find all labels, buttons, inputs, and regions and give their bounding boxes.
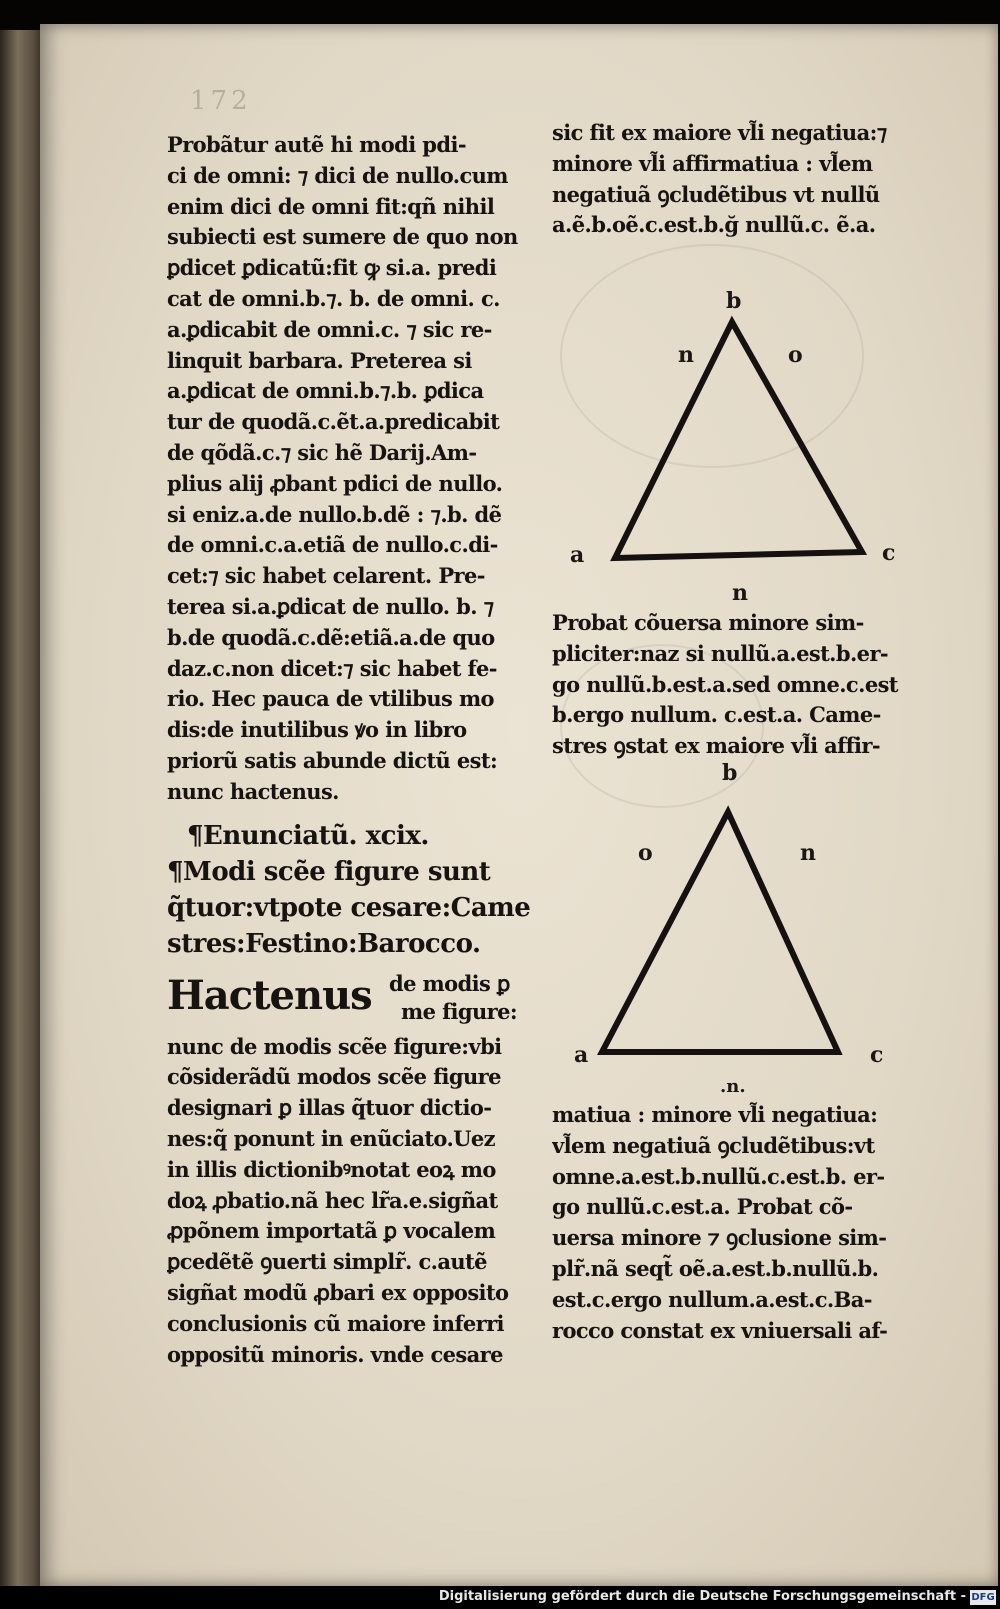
text-line: vl̃em negatiuã ꝯcludẽtibus:vt xyxy=(552,1132,875,1158)
text-line: me figure: xyxy=(401,998,518,1024)
text-line: est.c.ergo nullum.a.est.c.Ba- xyxy=(552,1286,872,1312)
text-line: subiecti est sumere de quo non xyxy=(167,224,518,250)
vertex-label-bottom-left: a xyxy=(570,542,585,568)
initial-block xyxy=(167,970,527,1032)
paragraph-1 xyxy=(167,130,527,808)
book-cover-edge xyxy=(0,30,44,1586)
vertex-label-top: b xyxy=(722,760,738,786)
text-line: priorũ satis abunde dictũ est: xyxy=(167,747,498,773)
text-line: nunc hactenus. xyxy=(167,778,339,804)
right-column-middle xyxy=(552,608,912,762)
text-line: plius alij ꝓbant pdici de nullo. xyxy=(167,470,503,496)
side-label-left: o xyxy=(638,840,653,866)
text-line: ꝓpõnem importatã ꝑ vocalem xyxy=(167,1218,496,1244)
text-line: sigñat modũ ꝓbari ex opposito xyxy=(167,1279,509,1305)
folio-number: 172 xyxy=(190,86,252,116)
text-line: a.ꝑdicabit de omni.c. ⁊ sic re- xyxy=(167,316,492,342)
dfg-logo: DFG xyxy=(971,1592,995,1603)
section-heading: ¶Enunciatũ. xcix. xyxy=(187,820,429,851)
text-line: uersa minore ⁊ ꝯclusione sim- xyxy=(552,1225,887,1251)
text-line: matiua : minore vl̃i negatiua: xyxy=(552,1102,878,1127)
text-line: nes:q̃ ponunt in enũciato.Uez xyxy=(167,1125,495,1151)
text-line: linquit barbara. Preterea si xyxy=(167,347,472,373)
right-column-bottom xyxy=(552,1100,912,1346)
text-line: b.de quodã.c.dẽ:etiã.a.de quo xyxy=(167,624,495,650)
right-column-top xyxy=(552,118,912,241)
text-line: dis:de inutilibus ꝟo in libro xyxy=(167,717,467,743)
text-line: a.ẽ.b.oẽ.c.est.b.ğ nullũ.c. ẽ.a. xyxy=(552,212,876,238)
text-line: pliciter:naz si nullũ.a.est.b.er- xyxy=(552,640,889,666)
text-line: designari ꝑ illas q̃tuor dictio- xyxy=(167,1095,492,1121)
vertex-label-bottom-right: c xyxy=(882,540,896,566)
text-line: sic fit ex maiore vl̃i negatiua:⁊ xyxy=(552,120,887,145)
text-line: de modis ꝑ xyxy=(389,970,510,996)
text-line: go nullũ.b.est.a.sed omne.c.est xyxy=(552,671,898,697)
initial-side-text xyxy=(389,970,517,1026)
text-line: go nullũ.c.est.a. Probat cõ- xyxy=(552,1194,853,1220)
side-label-right: o xyxy=(788,342,803,368)
text-line: nunc de modis scẽe figure:vbi xyxy=(167,1033,502,1059)
text-line: Probat cõuersa minore sim- xyxy=(552,610,864,635)
text-line: oppositũ minoris. vnde cesare xyxy=(167,1341,503,1367)
text-line: omne.a.est.b.nullũ.c.est.b. er- xyxy=(552,1163,885,1189)
text-line: plr̃.nã seqt̃ oẽ.a.est.b.nullũ.b. xyxy=(552,1255,879,1281)
text-line: a.ꝑdicat de omni.b.⁊.b. ꝑdica xyxy=(167,378,484,404)
text-line: cõsiderãdũ modos scẽe figure xyxy=(167,1064,501,1090)
text-line: si eniz.a.de nullo.b.dẽ : ⁊.b. dẽ xyxy=(167,501,502,527)
text-line: de omni.c.a.etiã de nullo.c.di- xyxy=(167,532,498,558)
funding-credit: Digitalisierung gefördert durch die Deutsche Forschungsgemeinschaft - xyxy=(438,1589,966,1604)
text-line: cet:⁊ sic habet celarent. Pre- xyxy=(167,563,485,589)
text-line: in illis dictionibꝰnotat eoꝝ mo xyxy=(167,1156,496,1182)
triangle-1-svg xyxy=(560,290,920,610)
paragraph-2 xyxy=(167,1032,527,1371)
syllogism-triangle-figure-2 xyxy=(560,760,920,1100)
text-line: doꝝ ꝓbatio.nã hec lr̃a.e.sigñat xyxy=(167,1187,498,1213)
left-column xyxy=(167,130,531,1370)
side-label-bottom: .n. xyxy=(720,1076,746,1097)
syllogism-triangle-figure-1 xyxy=(560,290,920,610)
triangle-1-shape xyxy=(615,322,862,558)
text-line: enim dici de omni fit:qñ nihil xyxy=(167,193,495,219)
vertex-label-top: b xyxy=(726,288,742,314)
text-line: stres ꝯstat ex maiore vl̃i affir- xyxy=(552,733,880,759)
text-line: terea si.a.ꝑdicat de nullo. b. ⁊ xyxy=(167,593,494,619)
text-line: cat de omni.b.⁊. b. de omni. c. xyxy=(167,285,500,311)
initial-word: Hactenus xyxy=(167,971,372,1019)
text-line: daz.c.non dicet:⁊ sic habet fe- xyxy=(167,655,497,681)
text-line: ꝑcedẽtẽ ꝯuerti simplr̃. c.autẽ xyxy=(167,1249,487,1275)
section-heading: stres:Festino:Barocco. xyxy=(167,928,481,959)
text-line: ci de omni: ⁊ dici de nullo.cum xyxy=(167,162,508,188)
side-label-bottom: n xyxy=(732,580,748,606)
text-line: negatiuã ꝯcludẽtibus vt nullũ xyxy=(552,181,880,207)
text-line: b.ergo nullum. c.est.a. Came- xyxy=(552,702,881,728)
text-line: rocco constat ex vniuersali af- xyxy=(552,1317,888,1343)
triangle-2-svg xyxy=(560,760,920,1100)
text-line: conclusionis cũ maiore inferri xyxy=(167,1310,504,1336)
section-heading: q̃tuor:vtpote cesare:Came xyxy=(167,892,531,923)
vertex-label-bottom-right: c xyxy=(870,1042,884,1068)
text-line: tur de quodã.c.ẽt.a.predicabit xyxy=(167,409,500,435)
section-heading: ¶Modi scẽe figure sunt xyxy=(167,856,491,887)
side-label-right: n xyxy=(800,840,816,866)
text-line: minore vl̃i affirmatiua : vl̃em xyxy=(552,150,873,176)
side-label-left: n xyxy=(678,342,694,368)
text-line: de qõdã.c.⁊ sic hẽ Darij.Am- xyxy=(167,439,477,465)
text-line: ꝑdicet ꝑdicatũ:fit ꝙ si.a. predi xyxy=(167,255,497,281)
text-line: rio. Hec pauca de vtilibus mo xyxy=(167,686,494,712)
vertex-label-bottom-left: a xyxy=(574,1042,589,1068)
text-line: Probãtur autẽ hi modi pdi- xyxy=(167,132,466,157)
